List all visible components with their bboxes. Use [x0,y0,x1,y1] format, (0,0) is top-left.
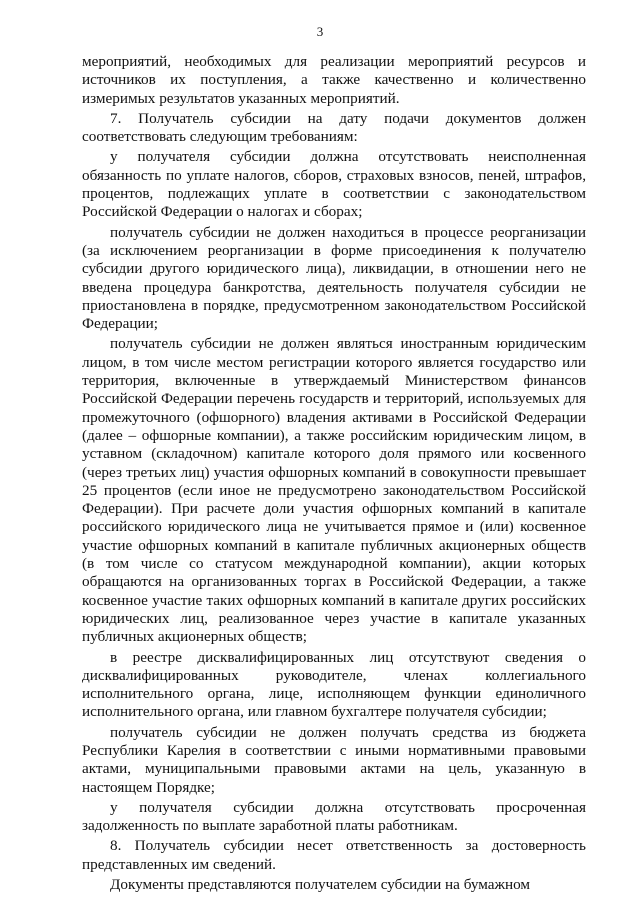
paragraph: у получателя субсидии должна отсутствовать просроченная задолженность по выплате заработной платы работникам. [82,798,586,835]
paragraph: получатель субсидии не должен находиться в процессе реорганизации (за исключением реорганизации в форме присоединения к получателю субсидии другого юридического лица), ликвидации, в отношении него не введена процедура банкротства, деятельность получателя субсидии не приостановлена в порядке, предусмотренном законодательством Российской Федерации; [82,223,586,333]
paragraph: получатель субсидии не должен получать средства из бюджета Республики Карелия в соответствии с иными нормативными правовыми актами, муниципальными правовыми актами на цель, указанную в настоящем Порядке; [82,723,586,796]
paragraph: получатель субсидии не должен являться иностранным юридическим лицом, в том числе местом регистрации которого является государство или территория, включенные в утверждаемый Министерством финансов Российской Федерации перечень государств и территорий, используемых для промежуточного (офшорного) владения активами в Российской Федерации (далее – офшорные компании), а также российским юридическим лицом, в уставном (складочном) капитале которого доля прямого или косвенного (через третьих лиц) участия офшорных компаний в совокупности превышает 25 процентов (если иное не предусмотрено законодательством Российской Федерации). При расчете доли участия офшорных компаний в капитале российского юридического лица не учитывается прямое и (или) косвенное участие офшорных компаний в капитале публичных акционерных обществ (в том числе со статусом международной компании), акции которых обращаются на организованных торгах в Российской Федерации, а также косвенное участие таких офшорных компаний в капитале других российских юридических лиц, реализованное через участие в капитале указанных публичных акционерных обществ; [82,335,586,646]
paragraph: в реестре дисквалифицированных лиц отсутствуют сведения о дисквалифицированных руководителе, членах коллегиального исполнительного органа, лице, исполняющем функции единоличного исполнительного органа, или главном бухгалтере получателя субсидии; [82,648,586,721]
paragraph: у получателя субсидии должна отсутствовать неисполненная обязанность по уплате налогов, сборов, страховых взносов, пеней, штрафов, процентов, подлежащих уплате в соответствии с законодательством Российской Федерации о налогах и сборах; [82,148,586,221]
paragraph: Документы представляются получателем субсидии на бумажном [110,876,531,894]
paragraph: 7. Получатель субсидии на дату подачи документов должен соответствовать следующим требованиям: [82,109,586,146]
paragraph: мероприятий, необходимых для реализации мероприятий ресурсов и источников их поступления, а также качественно и количественно измеримых результатов указанных мероприятий. [82,53,586,107]
document-body [82,53,586,896]
paragraph: 8. Получатель субсидии несет ответственность за достоверность представленных им сведений. [82,837,586,873]
page-number: 3 [316,24,324,39]
